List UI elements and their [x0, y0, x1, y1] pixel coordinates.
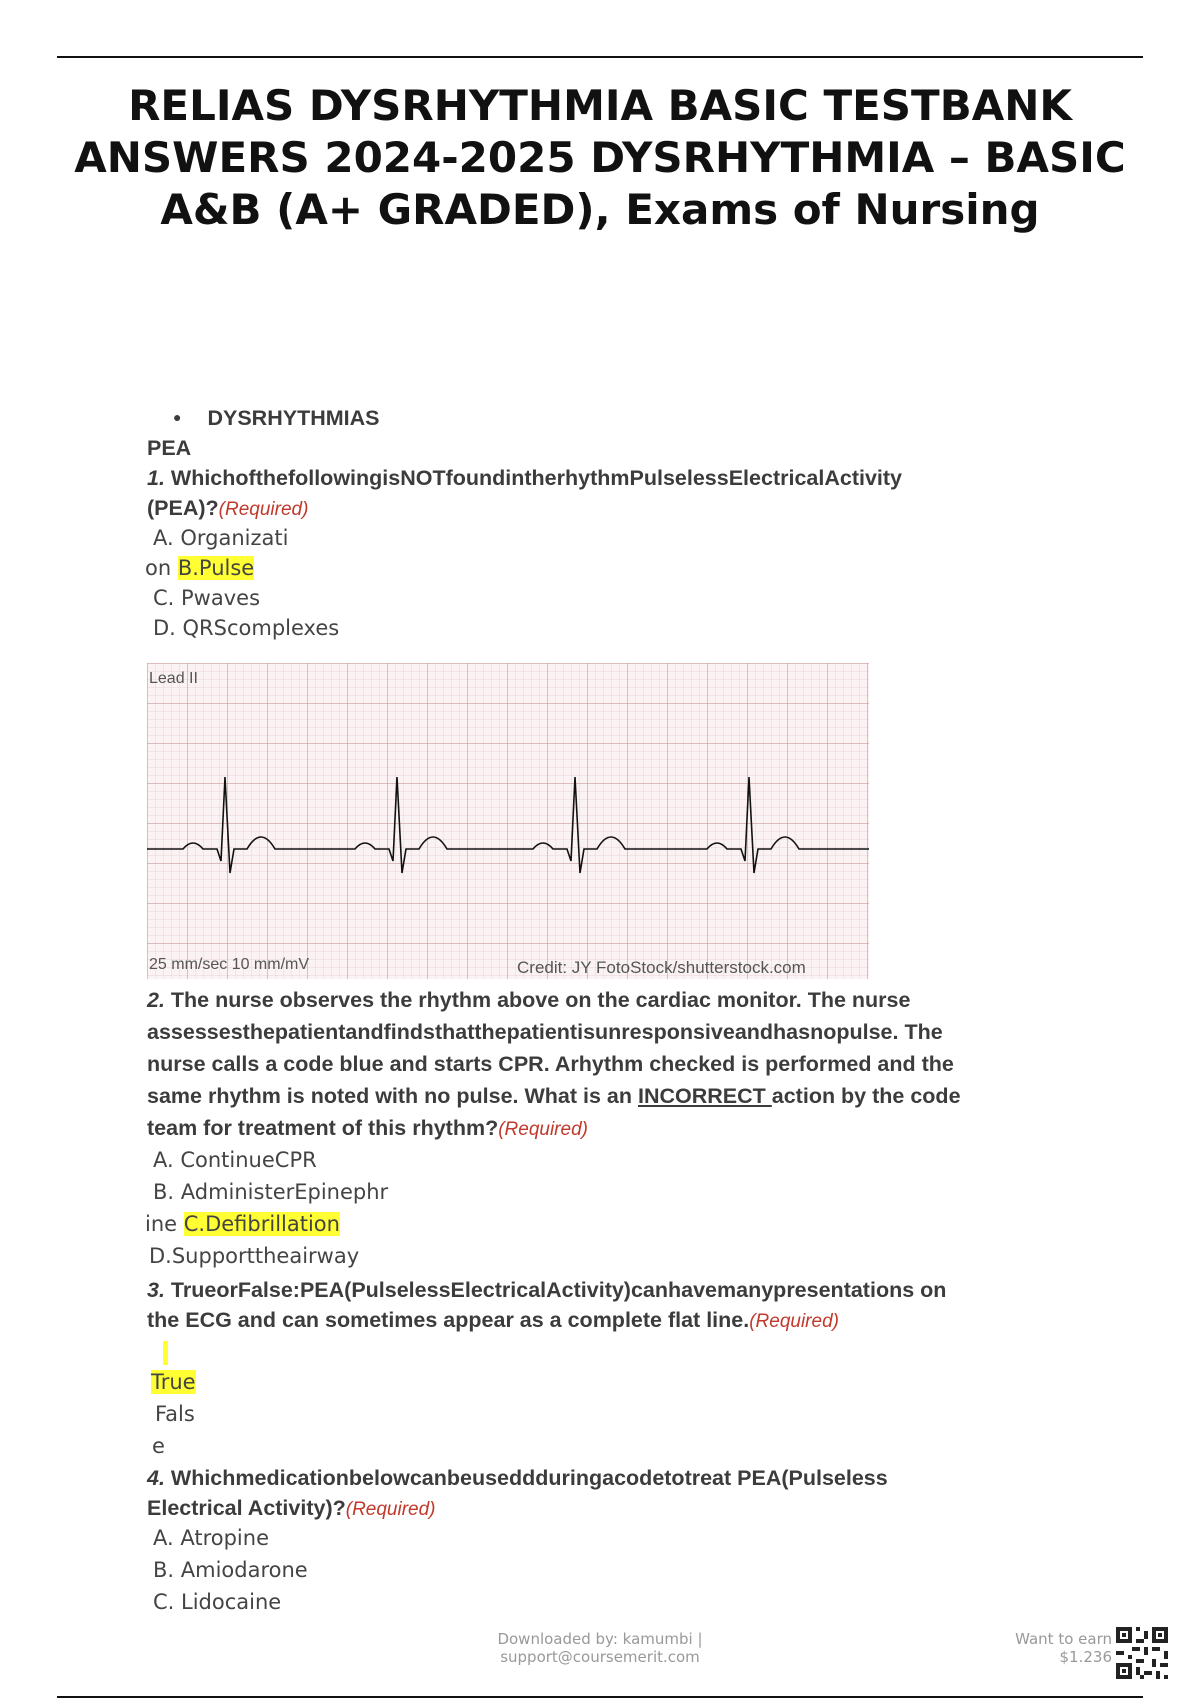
- required-label: (Required): [498, 1119, 588, 1140]
- ecg-strip-image: [147, 663, 869, 979]
- section-heading: ● DYSRHYTHMIAS: [173, 406, 380, 430]
- q1-option-b-correct: B.Pulse: [177, 556, 255, 580]
- q2-option-b-wrap: ine C.Defibrillation: [145, 1212, 340, 1236]
- q1-text-line1: 1. WhichofthefollowingisNOTfoundintherhythmPulselessElectricalActivity: [147, 466, 902, 490]
- document-title: RELIAS DYSRHYTHMIA BASIC TESTBANK ANSWERS 2024-2025 DYSRHYTHMIA – BASIC A&B (A+ GRADED), Exams of Nursing: [74, 81, 1126, 234]
- q2-text-line4: same rhythm is noted with no pulse. What is an INCORRECT action by the code: [147, 1084, 961, 1108]
- qr-code-icon[interactable]: [1116, 1627, 1168, 1679]
- q1-option-a: A. Organizati: [153, 526, 289, 550]
- section-subheading: PEA: [147, 436, 192, 460]
- q4-text-line2: Electrical Activity)?(Required): [147, 1496, 436, 1520]
- ecg-scale-label: 25 mm/sec 10 mm/mV: [149, 956, 310, 973]
- q4-option-a: A. Atropine: [153, 1526, 269, 1550]
- earn-promo[interactable]: Want to earn $1.236: [1015, 1630, 1112, 1666]
- q2-option-b: B. AdministerEpinephr: [153, 1180, 389, 1204]
- bullet-icon: ●: [173, 409, 182, 425]
- q3-option-false-wrap: e: [152, 1434, 165, 1458]
- ecg-lead-label: Lead II: [149, 670, 198, 687]
- q1-option-d: D. QRScomplexes: [153, 616, 340, 640]
- downloaded-by: Downloaded by: kamumbi |: [497, 1630, 703, 1648]
- q1-option-a-wrap: on B.Pulse: [145, 556, 255, 580]
- ecg-grid: [147, 663, 869, 979]
- top-rule: [57, 56, 1143, 58]
- ecg-credit: Credit: JY FotoStock/shutterstock.com: [517, 958, 806, 977]
- support-email-link[interactable]: support@coursemerit.com: [500, 1648, 700, 1666]
- q3-option-false: Fals: [155, 1402, 195, 1426]
- q2-option-c-correct: C.Defibrillation: [183, 1212, 340, 1236]
- required-label: (Required): [218, 499, 309, 520]
- required-label: (Required): [749, 1311, 839, 1332]
- q3-text-line2: the ECG and can sometimes appear as a complete flat line.(Required): [147, 1308, 839, 1332]
- incorrect-emphasis: INCORRECT: [637, 1084, 772, 1108]
- q4-option-c: C. Lidocaine: [153, 1590, 282, 1614]
- q1-text-line2: (PEA)?(Required): [147, 496, 309, 520]
- highlight-marker: [163, 1341, 168, 1365]
- q2-option-d: D.Supporttheairway: [149, 1244, 360, 1268]
- required-label: (Required): [345, 1499, 436, 1520]
- q2-text-line3: nurse calls a code blue and starts CPR. Arhythm checked is performed and the: [147, 1052, 954, 1076]
- q3-text-line1: 3. TrueorFalse:PEA(PulselessElectricalActivity)canhavemanypresentations on: [147, 1278, 947, 1302]
- q2-text-line5: team for treatment of this rhythm?(Required): [147, 1116, 588, 1140]
- q2-text-line1: 2. The nurse observes the rhythm above on the cardiac monitor. The nurse: [147, 988, 911, 1012]
- q2-option-a: A. ContinueCPR: [153, 1148, 317, 1172]
- download-footer: [420, 1630, 780, 1666]
- q1-option-c: C. Pwaves: [153, 586, 261, 610]
- q3-option-true-correct: True: [151, 1370, 196, 1394]
- q4-text-line1: 4. Whichmedicationbelowcanbeuseddduringacodetotreat PEA(Pulseless: [147, 1466, 888, 1490]
- q4-option-b: B. Amiodarone: [153, 1558, 308, 1582]
- bottom-rule: [57, 1696, 1143, 1698]
- q2-text-line2: assessesthepatientandfindsthatthepatientisunresponsiveandhasnopulse. The: [147, 1020, 943, 1044]
